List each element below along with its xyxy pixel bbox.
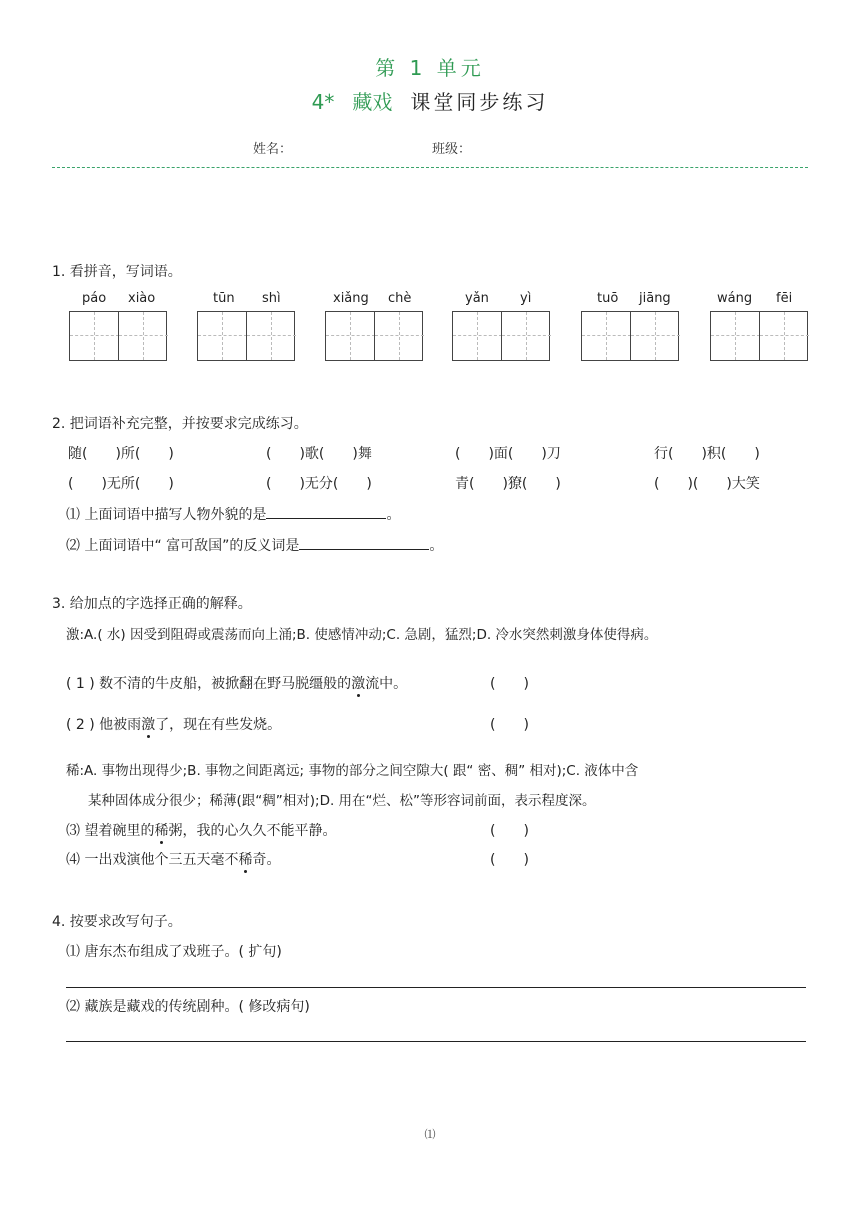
answer-paren[interactable]: ( ) — [490, 717, 529, 733]
item-text: 流中。 — [365, 676, 408, 692]
q3-item2 — [66, 714, 281, 734]
pinyin: xiào — [128, 291, 156, 306]
item-text: ( 2 ) 他被雨 — [66, 717, 142, 733]
q2-sub1-text: ⑴ 上面词语中描写人物外貌的是 — [66, 507, 267, 523]
lesson-number: 4* — [311, 90, 335, 114]
lesson-name: 藏戏 — [352, 90, 393, 114]
answer-blank[interactable] — [299, 536, 429, 550]
answer-paren[interactable]: ( ) — [490, 823, 529, 839]
item-text: 粥，我的心久久不能平静。 — [168, 823, 337, 839]
q2-sub2 — [66, 535, 443, 555]
class-label: 班级： — [432, 142, 472, 157]
pinyin: fēi — [776, 291, 793, 306]
idiom-fill[interactable]: 随( )所( ) — [68, 446, 174, 462]
lesson-title — [0, 86, 860, 115]
definition-xi-line2: 某种固体成分很少；稀薄(跟“稠”相对);D. 用在“烂、松”等形容词前面，表示程度深。 — [88, 793, 596, 809]
q3-item1 — [66, 673, 407, 693]
unit-title: 第 1 单元 — [375, 56, 485, 80]
q2-sub2-text: ⑵ 上面词语中“ 富可敌国”的反义词是 — [66, 538, 300, 554]
q2-sub2-end: 。 — [429, 538, 444, 554]
q3-item4 — [66, 849, 280, 869]
writing-grid[interactable] — [325, 311, 423, 361]
q2-title: 2. 把词语补充完整，并按要求完成练习。 — [52, 416, 308, 432]
pinyin: yì — [520, 291, 532, 306]
q2-sub1-end: 。 — [386, 507, 401, 523]
lesson-subtitle: 课堂同步练习 — [410, 90, 549, 114]
answer-line[interactable] — [66, 1041, 806, 1042]
writing-grid[interactable] — [710, 311, 808, 361]
pinyin: chè — [388, 291, 412, 306]
pinyin: yǎn — [465, 291, 489, 306]
q4-sub2: ⑵ 藏族是藏戏的传统剧种。( 修改病句) — [66, 999, 310, 1015]
dotted-char: 激 — [351, 676, 366, 692]
idiom-fill[interactable]: ( )( )大笑 — [654, 476, 760, 492]
idiom-fill[interactable]: ( )歌( )舞 — [266, 446, 372, 462]
idiom-fill[interactable]: ( )面( )刀 — [455, 446, 561, 462]
writing-grid[interactable] — [197, 311, 295, 361]
definition-ji: 激:A.( 水) 因受到阻碍或震荡而向上涌;B. 使感情冲动;C. 急剧，猛烈;D. 冷水突然刺激身体使得病。 — [66, 627, 658, 643]
idiom-fill[interactable]: 青( )獠( ) — [455, 476, 561, 492]
answer-blank[interactable] — [266, 505, 386, 519]
item-text: 了，现在有些发烧。 — [155, 717, 282, 733]
answer-paren[interactable]: ( ) — [490, 676, 529, 692]
writing-grid[interactable] — [452, 311, 550, 361]
answer-paren[interactable]: ( ) — [490, 852, 529, 868]
writing-grid[interactable] — [69, 311, 167, 361]
idiom-fill[interactable]: ( )无分( ) — [266, 476, 372, 492]
item-text: ⑶ 望着碗里的 — [66, 823, 155, 839]
pinyin: jiāng — [639, 291, 671, 306]
writing-grid[interactable] — [581, 311, 679, 361]
idiom-fill[interactable]: 行( )积( ) — [654, 446, 760, 462]
q4-sub1: ⑴ 唐东杰布组成了戏班子。( 扩句) — [66, 944, 282, 960]
pinyin: wáng — [717, 291, 753, 306]
q3-item3 — [66, 820, 336, 840]
header-divider — [52, 167, 808, 168]
q2-sub1 — [66, 504, 400, 524]
item-text: 奇。 — [252, 852, 281, 868]
pinyin: páo — [82, 291, 107, 306]
q4-title: 4. 按要求改写句子。 — [52, 914, 182, 930]
item-text: ⑷ 一出戏演他个三五天毫不 — [66, 852, 239, 868]
q1-title: 1. 看拼音，写词语。 — [52, 264, 182, 280]
q3-title: 3. 给加点的字选择正确的解释。 — [52, 596, 252, 612]
pinyin: shì — [262, 291, 281, 306]
page-number: ⑴ — [424, 1128, 436, 1141]
pinyin: tuō — [597, 291, 619, 306]
item-text: ( 1 ) 数不清的牛皮船，被掀翻在野马脱缰般的 — [66, 676, 352, 692]
dotted-char: 激 — [141, 717, 156, 733]
dotted-char: 稀 — [238, 852, 253, 868]
name-label: 姓名： — [253, 142, 293, 157]
pinyin: tūn — [213, 291, 235, 306]
definition-xi-line1: 稀:A. 事物出现得少;B. 事物之间距离远; 事物的部分之间空隙大( 跟“ 密、稠” 相对);C. 液体中含 — [66, 763, 639, 779]
pinyin: xiǎng — [333, 291, 369, 306]
answer-line[interactable] — [66, 987, 806, 988]
idiom-fill[interactable]: ( )无所( ) — [68, 476, 174, 492]
dotted-char: 稀 — [154, 823, 169, 839]
